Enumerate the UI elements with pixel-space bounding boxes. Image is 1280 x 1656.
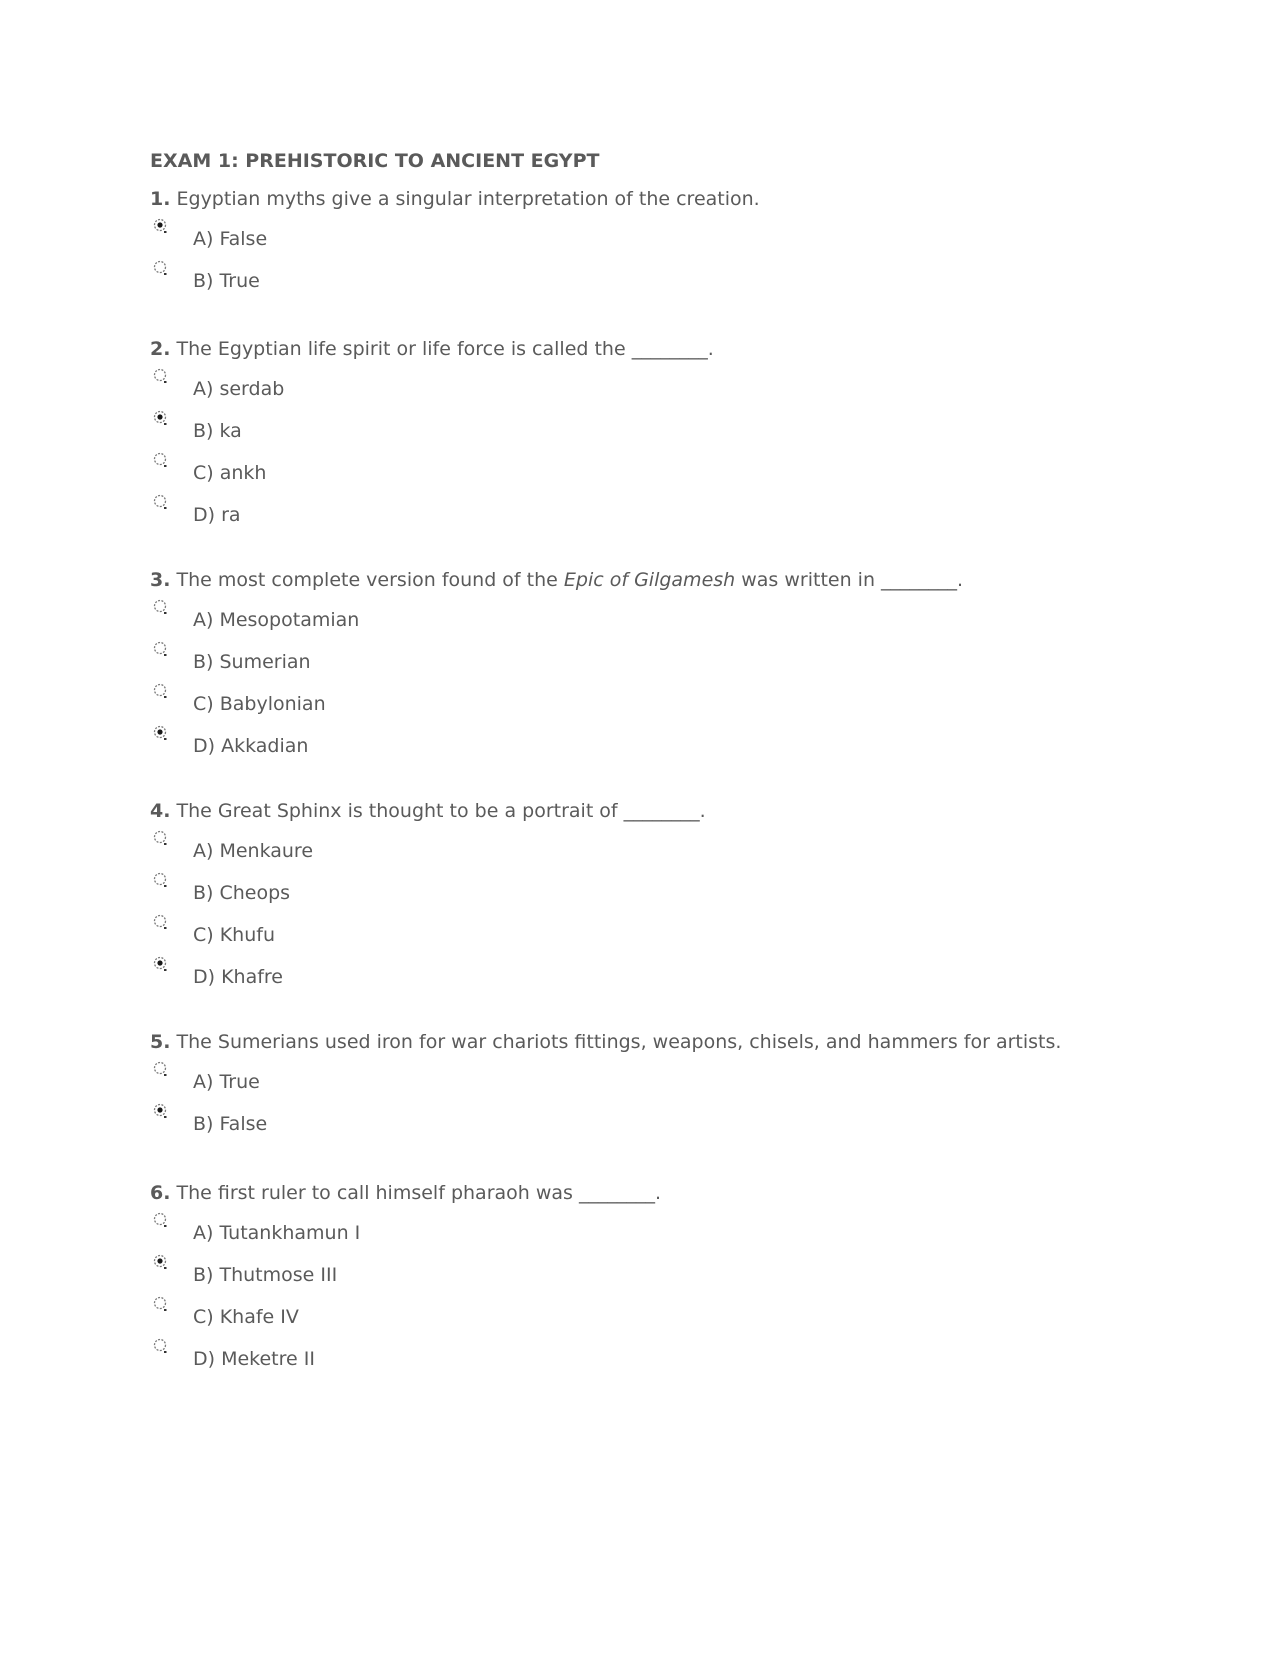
radio-selected-icon[interactable] <box>153 725 169 741</box>
question-text-start: The Great Sphinx is thought to be a portrait of ________. <box>176 800 706 822</box>
question-1 <box>150 186 1150 296</box>
answer-option[interactable] <box>150 254 1150 296</box>
answer-option-label: B) ka <box>193 420 242 442</box>
answer-option[interactable] <box>150 950 1150 992</box>
question-text-start: The Sumerians used iron for war chariots fittings, weapons, chisels, and hammers for artists. <box>176 1031 1062 1053</box>
answer-option-label: A) serdab <box>193 378 285 400</box>
radio-unselected-icon[interactable] <box>153 1296 169 1312</box>
answer-option-label: D) ra <box>193 504 241 526</box>
radio-unselected-icon[interactable] <box>153 368 169 384</box>
answer-option-label: D) Akkadian <box>193 735 309 757</box>
question-text-start: The most complete version found of the <box>176 569 564 591</box>
radio-selected-icon[interactable] <box>153 218 169 234</box>
answer-option-label: D) Khafre <box>193 966 283 988</box>
answer-option-label: C) Khufu <box>193 924 275 946</box>
answer-option[interactable] <box>150 677 1150 719</box>
answer-option-label: A) False <box>193 228 268 250</box>
question-text-start: The first ruler to call himself pharaoh was ________. <box>176 1182 662 1204</box>
question-number: 2. <box>150 338 171 360</box>
answer-option-label: A) Tutankhamun I <box>193 1222 361 1244</box>
answer-option[interactable] <box>150 1248 1150 1290</box>
radio-unselected-icon[interactable] <box>153 683 169 699</box>
answer-option[interactable] <box>150 488 1150 530</box>
question-text <box>150 336 1150 362</box>
question-3 <box>150 567 1150 761</box>
radio-unselected-icon[interactable] <box>153 830 169 846</box>
question-number: 3. <box>150 569 171 591</box>
question-2 <box>150 336 1150 530</box>
exam-title: EXAM 1: PREHISTORIC TO ANCIENT EGYPT <box>150 150 600 172</box>
question-text-end: was written in ________. <box>735 569 964 591</box>
radio-unselected-icon[interactable] <box>153 599 169 615</box>
radio-unselected-icon[interactable] <box>153 1061 169 1077</box>
question-text-start: Egyptian myths give a singular interpretation of the creation. <box>176 188 760 210</box>
radio-unselected-icon[interactable] <box>153 452 169 468</box>
answer-option-label: B) Sumerian <box>193 651 311 673</box>
answer-option[interactable] <box>150 908 1150 950</box>
radio-unselected-icon[interactable] <box>153 641 169 657</box>
radio-unselected-icon[interactable] <box>153 914 169 930</box>
question-text <box>150 567 1150 593</box>
radio-unselected-icon[interactable] <box>153 260 169 276</box>
question-italic-title: Epic of Gilgamesh <box>563 569 736 591</box>
question-4 <box>150 798 1150 992</box>
question-text <box>150 1180 1150 1206</box>
question-number: 1. <box>150 188 171 210</box>
radio-selected-icon[interactable] <box>153 956 169 972</box>
question-number: 5. <box>150 1031 171 1053</box>
question-text <box>150 1029 1150 1055</box>
question-5 <box>150 1029 1150 1139</box>
answer-option-label: C) Babylonian <box>193 693 326 715</box>
radio-unselected-icon[interactable] <box>153 1338 169 1354</box>
question-text <box>150 186 1150 212</box>
answer-option-label: A) True <box>193 1071 260 1093</box>
question-6 <box>150 1180 1150 1374</box>
answer-option[interactable] <box>150 824 1150 866</box>
answer-option-label: A) Mesopotamian <box>193 609 360 631</box>
answer-option[interactable] <box>150 1290 1150 1332</box>
answer-option[interactable] <box>150 593 1150 635</box>
answer-option-label: B) Cheops <box>193 882 291 904</box>
question-number: 6. <box>150 1182 171 1204</box>
answer-option[interactable] <box>150 866 1150 908</box>
answer-option-label: A) Menkaure <box>193 840 314 862</box>
radio-unselected-icon[interactable] <box>153 494 169 510</box>
answer-option[interactable] <box>150 635 1150 677</box>
answer-option[interactable] <box>150 362 1150 404</box>
exam-page <box>150 148 1150 1370</box>
answer-option-label: B) Thutmose III <box>193 1264 338 1286</box>
radio-unselected-icon[interactable] <box>153 1212 169 1228</box>
radio-unselected-icon[interactable] <box>153 872 169 888</box>
answer-option[interactable] <box>150 1206 1150 1248</box>
answer-option[interactable] <box>150 1332 1150 1374</box>
answer-option-label: C) Khafe IV <box>193 1306 299 1328</box>
radio-selected-icon[interactable] <box>153 410 169 426</box>
answer-option[interactable] <box>150 1097 1150 1139</box>
answer-option[interactable] <box>150 404 1150 446</box>
question-text <box>150 798 1150 824</box>
answer-option[interactable] <box>150 1055 1150 1097</box>
answer-option-label: B) True <box>193 270 260 292</box>
answer-option-label: D) Meketre II <box>193 1348 315 1370</box>
radio-selected-icon[interactable] <box>153 1254 169 1270</box>
answer-option[interactable] <box>150 212 1150 254</box>
answer-option-label: C) ankh <box>193 462 267 484</box>
answer-option[interactable] <box>150 719 1150 761</box>
answer-option[interactable] <box>150 446 1150 488</box>
question-text-start: The Egyptian life spirit or life force is called the ________. <box>176 338 714 360</box>
question-number: 4. <box>150 800 171 822</box>
radio-selected-icon[interactable] <box>153 1103 169 1119</box>
answer-option-label: B) False <box>193 1113 268 1135</box>
